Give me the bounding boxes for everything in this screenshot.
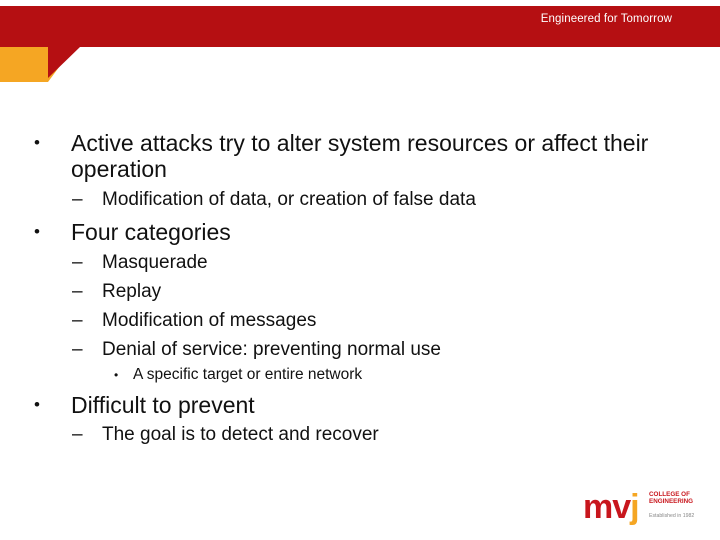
subbullet-text: Replay — [102, 281, 162, 302]
dash-marker: – — [72, 252, 83, 273]
logo-established-text: Established in 1982 — [649, 513, 695, 519]
dash-marker: – — [72, 310, 83, 331]
bullet-four-categories — [34, 219, 694, 245]
bullet-dot: • — [34, 395, 40, 414]
bullet-dot: • — [34, 222, 40, 241]
subbullet-denial-of-service — [72, 339, 441, 361]
dash-marker: – — [72, 281, 83, 302]
bullet-text: Active attacks try to alter system resources or affect their operation — [71, 130, 649, 182]
subbullet-detect-recover — [72, 424, 379, 446]
subsubbullet-text: A specific target or entire network — [133, 366, 363, 383]
bullet-difficult-to-prevent — [34, 392, 694, 418]
subbullet-text: Modification of messages — [102, 310, 317, 331]
subbullet-text: The goal is to detect and recover — [102, 424, 379, 445]
banner-tagline: Engineered for Tomorrow — [540, 13, 672, 25]
logo-wordmark — [583, 489, 639, 525]
bullet-active-attacks — [34, 130, 694, 182]
logo-college-text: COLLEGE OF ENGINEERING — [649, 491, 694, 505]
logo-j: j — [630, 488, 639, 526]
bullet-text: Difficult to prevent — [71, 392, 255, 418]
bullet-dot: • — [114, 368, 119, 382]
subsubbullet-target — [114, 366, 362, 384]
subbullet-modification-data — [72, 189, 476, 211]
subbullet-replay — [72, 281, 161, 303]
dash-marker: – — [72, 189, 83, 210]
bullet-text: Four categories — [71, 219, 231, 245]
subbullet-text: Denial of service: preventing normal use — [102, 339, 442, 360]
bullet-dot: • — [34, 133, 40, 152]
subbullet-masquerade — [72, 252, 208, 274]
dash-marker: – — [72, 339, 83, 360]
dash-marker: – — [72, 424, 83, 445]
logo-mv: mv — [583, 488, 631, 526]
subbullet-text: Masquerade — [102, 252, 208, 273]
mvj-logo — [583, 489, 701, 525]
subbullet-text: Modification of data, or creation of false data — [102, 189, 476, 210]
subbullet-modification-messages — [72, 310, 316, 332]
